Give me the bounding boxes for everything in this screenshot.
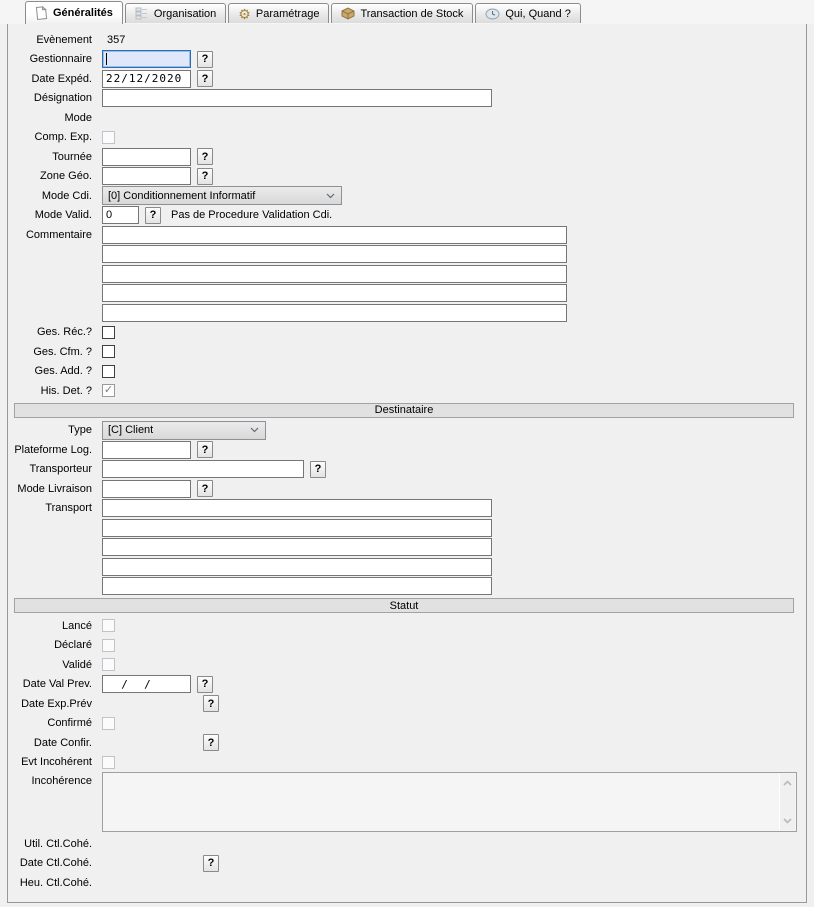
statut-section-title: Statut [389,599,419,612]
date-val-prev-input[interactable] [102,675,191,693]
mode-cdi-label: Mode Cdi. [41,189,92,202]
plateforme-log-help-button[interactable]: ? [197,441,213,458]
ges-cfm-label: Ges. Cfm. ? [33,345,92,358]
commentaire-input-5[interactable] [102,304,567,322]
tab-qui-quand[interactable] [475,3,580,23]
date-confir-row [8,733,806,753]
commentaire-input-2[interactable] [102,245,567,263]
designation-input[interactable] [102,89,492,107]
transport-row [8,577,806,597]
evt-incoherent-row [8,753,806,773]
date-ctl-cohe-help-button[interactable]: ? [203,855,219,872]
date-ctl-cohe-label: Date Ctl.Cohé. [19,857,92,870]
tab-transaction-de-stock[interactable] [331,3,473,23]
lance-row [8,616,806,636]
chevron-down-icon [326,190,335,202]
commentaire-input-1[interactable] [102,226,567,244]
commentaire-row [8,303,806,323]
mode-cdi-row [8,186,806,206]
date-exp-prev-help-button[interactable]: ? [203,695,219,712]
transport-row [8,557,806,577]
transport-row [8,499,806,519]
his-det-row [8,381,806,401]
plateforme-log-label: Plateforme Log. [14,443,92,456]
commentaire-row [8,284,806,304]
date-confir-help-button[interactable]: ? [203,734,219,751]
zone-geo-row [8,167,806,187]
tab-label: Qui, Quand ? [505,7,571,20]
valide-row [8,655,806,675]
designation-label: Désignation [33,92,92,105]
zone-geo-input[interactable] [102,167,191,185]
clock-icon [485,8,500,20]
tournee-label: Tournée [52,150,92,163]
transporteur-label: Transporteur [29,463,92,476]
date-exp-prev-row [8,694,806,714]
gestionnaire-help-button[interactable]: ? [197,51,213,68]
commentaire-label: Commentaire [25,228,92,241]
gestionnaire-input[interactable] [102,50,191,68]
vertical-scrollbar[interactable] [779,774,795,830]
mode-livraison-input[interactable] [102,480,191,498]
ges-add-label: Ges. Add. ? [34,365,92,378]
comp-exp-checkbox[interactable] [102,131,115,144]
lance-checkbox[interactable] [102,619,115,632]
date-ctl-cohe-row [8,854,806,874]
evenement-label: Evènement [36,33,92,46]
heu-ctl-cohe-label: Heu. Ctl.Cohé. [19,876,92,889]
zone-geo-label: Zone Géo. [40,170,92,183]
mode-livraison-row [8,479,806,499]
gestionnaire-label: Gestionnaire [29,53,92,66]
transport-input-1[interactable] [102,499,492,517]
confirme-label: Confirmé [47,717,92,730]
scroll-up-icon[interactable] [783,777,792,789]
evenement-row [8,30,806,50]
ges-rec-label: Ges. Réc.? [36,326,92,339]
transporteur-row [8,460,806,480]
scroll-down-icon[interactable] [783,815,792,827]
declare-row [8,636,806,656]
mode-valid-hint: Pas de Procedure Validation Cdi. [171,209,333,222]
evt-incoherent-checkbox[interactable] [102,756,115,769]
date-exp-prev-label: Date Exp.Prév [21,697,92,710]
mode-cdi-select[interactable] [102,186,342,205]
generalites-form-panel [7,23,807,903]
date-exped-label: Date Expéd. [31,72,92,85]
mode-cdi-selected-value: [0] Conditionnement Informatif [108,189,256,202]
org-chart-icon [135,7,149,20]
tournee-input[interactable] [102,148,191,166]
ges-add-row [8,362,806,382]
tab-generalites[interactable] [25,1,123,24]
comp-exp-label: Comp. Exp. [34,131,92,144]
tab-organisation[interactable] [125,3,226,23]
transport-input-3[interactable] [102,538,492,556]
commentaire-input-3[interactable] [102,265,567,283]
lance-label: Lancé [62,619,92,632]
mode-livraison-label: Mode Livraison [17,482,92,495]
evenement-value: 357 [107,33,126,46]
date-val-prev-help-button[interactable]: ? [197,676,213,693]
transport-input-4[interactable] [102,558,492,576]
date-exped-input[interactable] [102,70,191,88]
chevron-down-icon [250,424,259,436]
transport-label: Transport [45,502,92,515]
commentaire-input-4[interactable] [102,284,567,302]
date-exped-row [8,69,806,89]
incoherence-row [8,772,806,834]
mode-valid-help-button[interactable]: ? [145,207,161,224]
heu-ctl-cohe-row [8,873,806,893]
comp-exp-row [8,128,806,148]
confirme-checkbox[interactable] [102,717,115,730]
util-ctl-cohe-label: Util. Ctl.Cohé. [24,837,92,850]
evt-incoherent-label: Evt Incohérent [21,756,92,769]
his-det-checkbox[interactable] [102,384,115,397]
date-val-prev-row [8,675,806,695]
transport-row [8,518,806,538]
incoherence-label: Incohérence [31,775,92,787]
declare-label: Déclaré [54,639,92,652]
tab-parametrage[interactable] [228,3,329,23]
confirme-row [8,714,806,734]
tab-label: Paramétrage [255,7,320,20]
date-exped-help-button[interactable]: ? [197,70,213,87]
ges-rec-checkbox[interactable] [102,326,115,339]
date-val-prev-label: Date Val Prev. [22,678,92,691]
commentaire-row [8,245,806,265]
ges-cfm-checkbox[interactable] [102,345,115,358]
tab-label: Généralités [53,7,113,19]
type-selected-value: [C] Client [108,424,154,437]
tournee-help-button[interactable]: ? [197,148,213,165]
type-row [8,421,806,441]
commentaire-row [8,264,806,284]
statut-section-header [14,598,794,613]
type-select[interactable] [102,421,266,440]
util-ctl-cohe-row [8,834,806,854]
document-icon [35,6,48,20]
plateforme-log-row [8,440,806,460]
type-label: Type [68,424,92,437]
text-caret [106,53,107,65]
mode-valid-row [8,206,806,226]
package-icon [341,7,355,20]
gear-icon: ⚙ [238,5,251,22]
ges-cfm-row [8,342,806,362]
destinataire-section-title: Destinataire [374,404,434,416]
tab-bar [0,0,814,24]
transporteur-help-button[interactable]: ? [310,461,326,478]
mode-valid-input[interactable] [102,206,139,224]
mode-valid-label: Mode Valid. [34,209,92,222]
ges-add-checkbox[interactable] [102,365,115,378]
zone-geo-help-button[interactable]: ? [197,168,213,185]
commentaire-row [8,225,806,245]
mode-row [8,108,806,128]
transport-input-5[interactable] [102,577,492,595]
transport-input-2[interactable] [102,519,492,537]
his-det-label: His. Det. ? [40,384,92,397]
tab-label: Transaction de Stock [360,7,464,20]
tab-label: Organisation [153,7,217,20]
mode-label: Mode [64,111,92,124]
destinataire-section-header [14,403,794,418]
designation-row [8,89,806,109]
gestionnaire-row [8,50,806,70]
tournee-row [8,147,806,167]
mode-livraison-help-button[interactable]: ? [197,480,213,497]
valide-label: Validé [62,658,92,671]
plateforme-log-input[interactable] [102,441,191,459]
transport-row [8,538,806,558]
incoherence-textarea[interactable] [102,772,797,832]
declare-checkbox[interactable] [102,639,115,652]
ges-rec-row [8,323,806,343]
valide-checkbox[interactable] [102,658,115,671]
transporteur-input[interactable] [102,460,304,478]
date-confir-label: Date Confir. [33,736,92,749]
